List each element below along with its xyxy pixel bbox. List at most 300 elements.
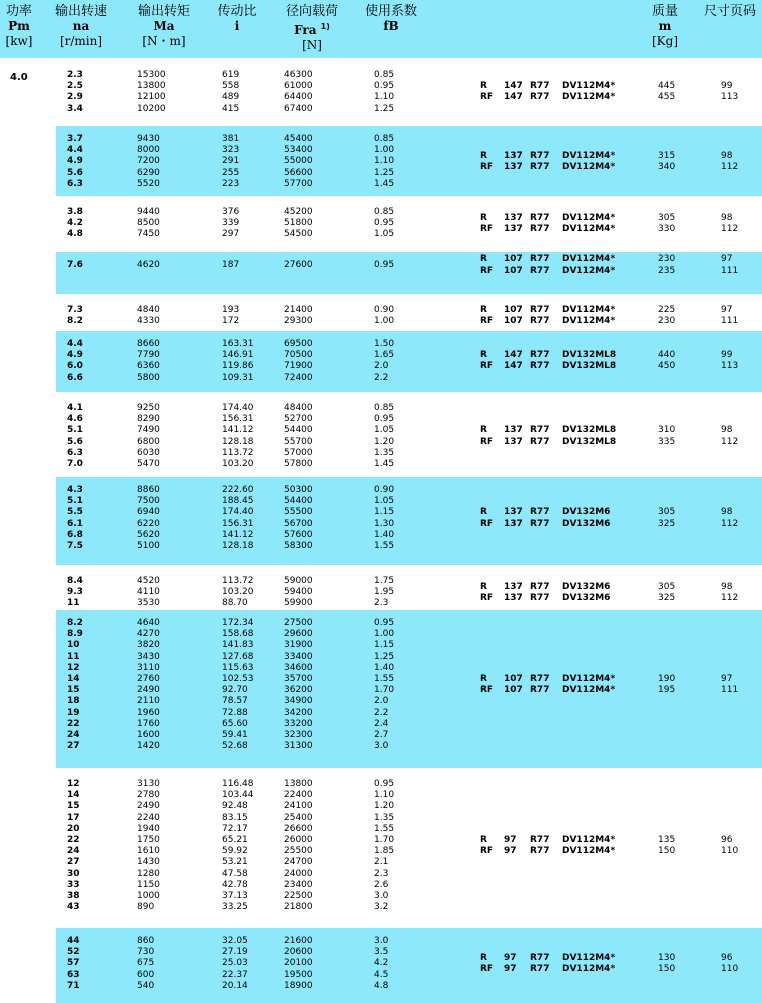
cell-pg: 97	[721, 254, 733, 265]
cell-fb: 1.05	[374, 496, 395, 507]
cell-pg: 111	[721, 316, 739, 327]
cell-fra: 69500	[284, 339, 313, 349]
cell-fb: 1.45	[374, 178, 395, 189]
cell-na: 5.1	[67, 425, 83, 436]
col-fra	[284, 576, 313, 610]
cell-i: 113.72	[222, 447, 254, 458]
col-fra	[284, 207, 313, 241]
model-part: 147	[504, 92, 523, 103]
cell-ma: 3430	[137, 651, 160, 662]
cell-fb: 0.95	[374, 81, 395, 92]
col-model	[480, 425, 642, 447]
cell-na: 15	[67, 685, 80, 696]
cell-na: 8.4	[67, 576, 83, 586]
cell-na: 15	[67, 801, 80, 812]
cell-ma: 1760	[137, 718, 160, 729]
model-part: DV132M6	[562, 581, 611, 592]
cell-i: 59.92	[222, 846, 248, 857]
model-part: R77	[530, 846, 550, 857]
model-part: 137	[504, 592, 523, 603]
model-part: 137	[504, 436, 523, 447]
cell-ma: 9250	[137, 403, 160, 413]
col-i	[222, 618, 254, 752]
cell-na: 3.7	[67, 134, 83, 144]
cell-na: 3.8	[67, 207, 83, 217]
model-part: DV112M4*	[562, 952, 616, 963]
cell-ma: 1420	[137, 741, 160, 752]
cell-na: 24	[67, 730, 80, 741]
cell-i: 146.91	[222, 350, 254, 361]
cell-fra: 21800	[284, 902, 313, 913]
col-i	[222, 576, 254, 610]
power-value: 4.0	[10, 72, 28, 83]
col-na	[67, 134, 83, 190]
col-fb	[374, 485, 394, 552]
col-pg	[721, 425, 738, 447]
cell-ma: 6220	[137, 518, 160, 529]
col-na	[67, 305, 83, 327]
cell-ma: 5100	[137, 541, 160, 552]
model-part: R77	[530, 835, 550, 845]
col-m	[658, 350, 675, 372]
cell-i: 415	[222, 103, 240, 114]
model-part: DV112M4*	[562, 835, 616, 845]
cell-pg: 99	[721, 350, 733, 361]
table-group	[56, 610, 762, 768]
cell-m: 305	[658, 212, 676, 223]
cell-ma: 3530	[137, 598, 160, 609]
cell-na: 4.4	[67, 145, 83, 156]
model-part: R77	[530, 162, 550, 172]
cell-i: 141.12	[222, 425, 254, 436]
cell-fra: 20100	[284, 958, 313, 969]
model-row	[480, 224, 642, 235]
cell-fb: 1.25	[374, 103, 395, 114]
model-row	[480, 953, 642, 964]
cell-pg: 97	[721, 674, 733, 684]
cell-i: 22.37	[222, 969, 248, 980]
cell-na: 38	[67, 891, 80, 902]
cell-fra: 59900	[284, 598, 313, 609]
model-part: RF	[480, 436, 494, 447]
col-fb	[374, 260, 394, 271]
cell-fb: 4.5	[374, 969, 389, 980]
cell-ma: 1750	[137, 835, 160, 846]
table-group	[56, 252, 762, 294]
model-part: DV112M4*	[562, 846, 616, 857]
model-part: DV112M4*	[562, 265, 616, 276]
cell-fb: 0.85	[374, 70, 395, 80]
cell-na: 4.6	[67, 414, 83, 425]
col-m	[658, 507, 675, 529]
cell-ma: 2240	[137, 812, 160, 823]
cell-i: 103.20	[222, 459, 254, 470]
cell-ma: 860	[137, 936, 155, 946]
cell-ma: 8500	[137, 218, 160, 229]
col-i	[222, 305, 239, 327]
cell-fra: 50300	[284, 485, 313, 495]
model-part: RF	[480, 361, 494, 372]
cell-m: 315	[658, 150, 676, 161]
cell-fra: 55700	[284, 436, 313, 447]
cell-pg: 96	[721, 952, 733, 963]
col-pg	[721, 507, 738, 529]
cell-m: 150	[658, 964, 676, 974]
cell-fra: 25500	[284, 846, 313, 857]
col-m	[658, 835, 675, 857]
cell-fb: 1.55	[374, 674, 395, 685]
cell-na: 18	[67, 696, 80, 707]
cell-ma: 7490	[137, 425, 160, 436]
cell-pg: 113	[721, 92, 739, 103]
col-model	[480, 953, 642, 975]
model-part: RF	[480, 265, 494, 276]
model-part: R77	[530, 425, 550, 436]
cell-na: 63	[67, 969, 80, 980]
cell-na: 8.9	[67, 629, 83, 640]
col-m	[658, 582, 675, 604]
cell-pg: 98	[721, 425, 733, 436]
cell-fra: 55500	[284, 507, 313, 518]
col-ma	[137, 134, 160, 190]
col-i	[222, 134, 239, 190]
cell-fra: 56700	[284, 518, 313, 529]
model-part: R77	[530, 254, 550, 265]
cell-ma: 8290	[137, 414, 160, 425]
cell-pg: 112	[721, 223, 739, 234]
cell-fra: 64400	[284, 92, 313, 103]
cell-pg: 98	[721, 212, 733, 223]
cell-fra: 52700	[284, 414, 313, 425]
col-na	[67, 70, 83, 115]
cell-pg: 97	[721, 305, 733, 315]
table-group	[56, 126, 762, 196]
model-part: DV112M4*	[562, 674, 616, 684]
model-part: RF	[480, 92, 494, 103]
cell-fb: 1.00	[374, 145, 395, 156]
cell-fb: 1.05	[374, 425, 395, 436]
col-m	[658, 305, 675, 327]
header-torque: 输出转矩 Ma [N・m]	[137, 4, 190, 48]
cell-i: 381	[222, 134, 240, 144]
col-i	[222, 936, 248, 992]
cell-fra: 27600	[284, 260, 313, 270]
cell-i: 163.31	[222, 339, 254, 349]
model-part: R77	[530, 518, 550, 529]
table-group	[56, 297, 762, 328]
model-part: 97	[504, 835, 517, 845]
cell-fra: 26600	[284, 823, 313, 834]
col-model	[480, 254, 642, 276]
col-i	[222, 339, 254, 384]
cell-ma: 1610	[137, 846, 160, 857]
model-part: DV112M4*	[562, 316, 616, 327]
cell-na: 5.5	[67, 507, 83, 518]
header-mass: 质量 m [Kg]	[651, 4, 678, 48]
col-na	[67, 260, 83, 271]
cell-fra: 21600	[284, 936, 313, 946]
model-part: R	[480, 674, 487, 684]
cell-i: 297	[222, 229, 240, 240]
cell-fra: 29600	[284, 629, 313, 640]
cell-fra: 13800	[284, 779, 313, 789]
model-part: R77	[530, 212, 550, 223]
cell-i: 103.44	[222, 790, 254, 801]
cell-m: 455	[658, 92, 676, 103]
col-na	[67, 207, 83, 241]
cell-na: 22	[67, 718, 80, 729]
model-row	[480, 582, 642, 593]
cell-na: 2.9	[67, 92, 83, 103]
model-part: 97	[504, 846, 517, 857]
model-row	[480, 674, 642, 685]
model-part: R77	[530, 316, 550, 327]
cell-i: 59.41	[222, 730, 248, 741]
col-pg	[721, 953, 738, 975]
cell-i: 141.83	[222, 640, 254, 651]
table-group	[56, 199, 762, 249]
col-fb	[374, 936, 388, 992]
cell-fra: 72400	[284, 372, 313, 383]
cell-fb: 1.15	[374, 507, 395, 518]
cell-ma: 1600	[137, 730, 160, 741]
model-row	[480, 151, 642, 162]
cell-fb: 1.55	[374, 541, 395, 552]
col-i	[222, 70, 239, 115]
model-part: R	[480, 952, 487, 963]
cell-ma: 2110	[137, 696, 160, 707]
cell-ma: 730	[137, 947, 155, 958]
cell-i: 25.03	[222, 958, 248, 969]
cell-i: 128.18	[222, 541, 254, 552]
cell-ma: 4640	[137, 618, 160, 628]
col-i	[222, 403, 254, 470]
model-part: RF	[480, 223, 494, 234]
cell-i: 223	[222, 178, 240, 189]
model-part: R77	[530, 81, 550, 92]
col-fra	[284, 779, 313, 913]
col-na	[67, 779, 80, 913]
header-factor: 使用系数 fB	[364, 4, 417, 33]
cell-na: 14	[67, 674, 80, 685]
model-part: 107	[504, 685, 523, 696]
cell-fb: 1.35	[374, 447, 395, 458]
cell-na: 5.1	[67, 496, 83, 507]
cell-na: 19	[67, 707, 80, 718]
cell-na: 5.6	[67, 436, 83, 447]
cell-i: 339	[222, 218, 240, 229]
col-ma	[137, 339, 160, 384]
cell-fb: 0.90	[374, 305, 395, 315]
cell-i: 88.70	[222, 598, 248, 609]
cell-fra: 21400	[284, 305, 313, 315]
col-fra	[284, 339, 313, 384]
col-ma	[137, 576, 160, 610]
model-part: 137	[504, 425, 523, 436]
cell-fra: 57700	[284, 178, 313, 189]
cell-m: 230	[658, 254, 676, 265]
model-part: R77	[530, 674, 550, 684]
col-na	[67, 485, 83, 552]
cell-fb: 3.0	[374, 891, 389, 902]
cell-ma: 3820	[137, 640, 160, 651]
cell-m: 310	[658, 425, 676, 436]
cell-fb: 2.7	[374, 730, 389, 741]
cell-na: 10	[67, 640, 80, 651]
cell-ma: 8660	[137, 339, 160, 349]
cell-fra: 24700	[284, 857, 313, 868]
cell-i: 489	[222, 92, 240, 103]
cell-m: 450	[658, 361, 676, 372]
cell-i: 65.60	[222, 718, 248, 729]
model-part: 107	[504, 674, 523, 684]
cell-fra: 57800	[284, 459, 313, 470]
cell-fra: 32300	[284, 730, 313, 741]
cell-fra: 35700	[284, 674, 313, 685]
model-part: 137	[504, 212, 523, 223]
cell-ma: 5520	[137, 178, 160, 189]
model-part: 137	[504, 581, 523, 592]
col-na	[67, 618, 83, 752]
cell-ma: 5800	[137, 372, 160, 383]
cell-i: 323	[222, 145, 240, 156]
col-fb	[374, 70, 394, 115]
cell-i: 42.78	[222, 879, 248, 890]
cell-pg: 113	[721, 361, 739, 372]
cell-ma: 6800	[137, 436, 160, 447]
model-part: R77	[530, 265, 550, 276]
cell-i: 47.58	[222, 868, 248, 879]
model-part: DV132ML8	[562, 436, 617, 447]
model-part: R	[480, 254, 487, 265]
model-part: RF	[480, 162, 494, 172]
table-group	[56, 568, 762, 607]
col-pg	[721, 213, 738, 235]
col-pg	[721, 835, 738, 857]
col-ma	[137, 305, 160, 327]
model-part: R	[480, 81, 487, 92]
model-part: DV112M4*	[562, 81, 616, 92]
model-row	[480, 593, 642, 604]
cell-m: 230	[658, 316, 676, 327]
cell-ma: 4620	[137, 260, 160, 270]
col-fra	[284, 305, 313, 327]
cell-ma: 2780	[137, 790, 160, 801]
cell-fra: 59400	[284, 587, 313, 598]
col-i	[222, 779, 254, 913]
col-fb	[374, 576, 394, 610]
cell-na: 2.3	[67, 70, 83, 80]
model-part: DV132ML8	[562, 350, 617, 361]
cell-i: 127.68	[222, 651, 254, 662]
cell-fra: 23400	[284, 879, 313, 890]
model-part: R77	[530, 350, 550, 361]
cell-i: 115.63	[222, 662, 254, 673]
model-part: R77	[530, 305, 550, 315]
cell-fb: 0.90	[374, 485, 395, 495]
cell-fra: 33400	[284, 651, 313, 662]
cell-fb: 2.0	[374, 696, 389, 707]
cell-fra: 46300	[284, 70, 313, 80]
model-row	[480, 81, 642, 92]
model-row	[480, 835, 642, 846]
cell-i: 37.13	[222, 891, 248, 902]
model-row	[480, 361, 642, 372]
cell-ma: 2760	[137, 674, 160, 685]
cell-fb: 1.05	[374, 229, 395, 240]
cell-pg: 98	[721, 150, 733, 161]
cell-i: 92.48	[222, 801, 248, 812]
col-fb	[374, 403, 394, 470]
col-m	[658, 151, 675, 173]
model-row	[480, 266, 642, 277]
cell-fb: 4.2	[374, 958, 389, 969]
cell-fra: 54400	[284, 496, 313, 507]
model-part: 107	[504, 305, 523, 315]
model-part: DV112M4*	[562, 964, 616, 974]
col-fra	[284, 485, 313, 552]
cell-fb: 1.10	[374, 156, 395, 167]
cell-fra: 61000	[284, 81, 313, 92]
cell-fb: 1.50	[374, 339, 395, 349]
col-pg	[721, 81, 738, 103]
col-fra	[284, 618, 313, 752]
model-part: DV132M6	[562, 518, 611, 529]
cell-m: 235	[658, 265, 676, 276]
cell-i: 187	[222, 260, 240, 270]
cell-fra: 71900	[284, 361, 313, 372]
cell-fb: 1.95	[374, 587, 395, 598]
model-part: 137	[504, 518, 523, 529]
cell-m: 335	[658, 436, 676, 447]
cell-m: 190	[658, 674, 676, 684]
model-part: R	[480, 835, 487, 845]
col-fb	[374, 207, 394, 241]
cell-ma: 1000	[137, 891, 160, 902]
header-power: 功率 Pm [kw]	[5, 4, 33, 48]
cell-na: 8.2	[67, 316, 83, 327]
cell-m: 195	[658, 685, 676, 696]
cell-fra: 31300	[284, 741, 313, 752]
model-part: R77	[530, 223, 550, 234]
cell-na: 9.3	[67, 587, 83, 598]
cell-fb: 0.85	[374, 403, 395, 413]
col-ma	[137, 779, 160, 913]
col-fra	[284, 403, 313, 470]
cell-fra: 34900	[284, 696, 313, 707]
cell-i: 52.68	[222, 741, 248, 752]
cell-fra: 48400	[284, 403, 313, 413]
cell-na: 43	[67, 902, 80, 913]
col-m	[658, 674, 675, 696]
cell-ma: 12100	[137, 92, 166, 103]
col-fb	[374, 339, 394, 384]
cell-na: 12	[67, 662, 80, 673]
col-fb	[374, 305, 394, 327]
cell-pg: 110	[721, 964, 739, 974]
cell-fra: 33200	[284, 718, 313, 729]
model-part: R	[480, 350, 487, 361]
cell-na: 2.5	[67, 81, 83, 92]
model-row	[480, 162, 642, 173]
col-ma	[137, 485, 160, 552]
cell-ma: 5470	[137, 459, 160, 470]
cell-i: 291	[222, 156, 240, 167]
cell-na: 7.6	[67, 260, 83, 270]
model-row	[480, 964, 642, 975]
cell-pg: 96	[721, 835, 733, 845]
model-part: 97	[504, 952, 517, 963]
